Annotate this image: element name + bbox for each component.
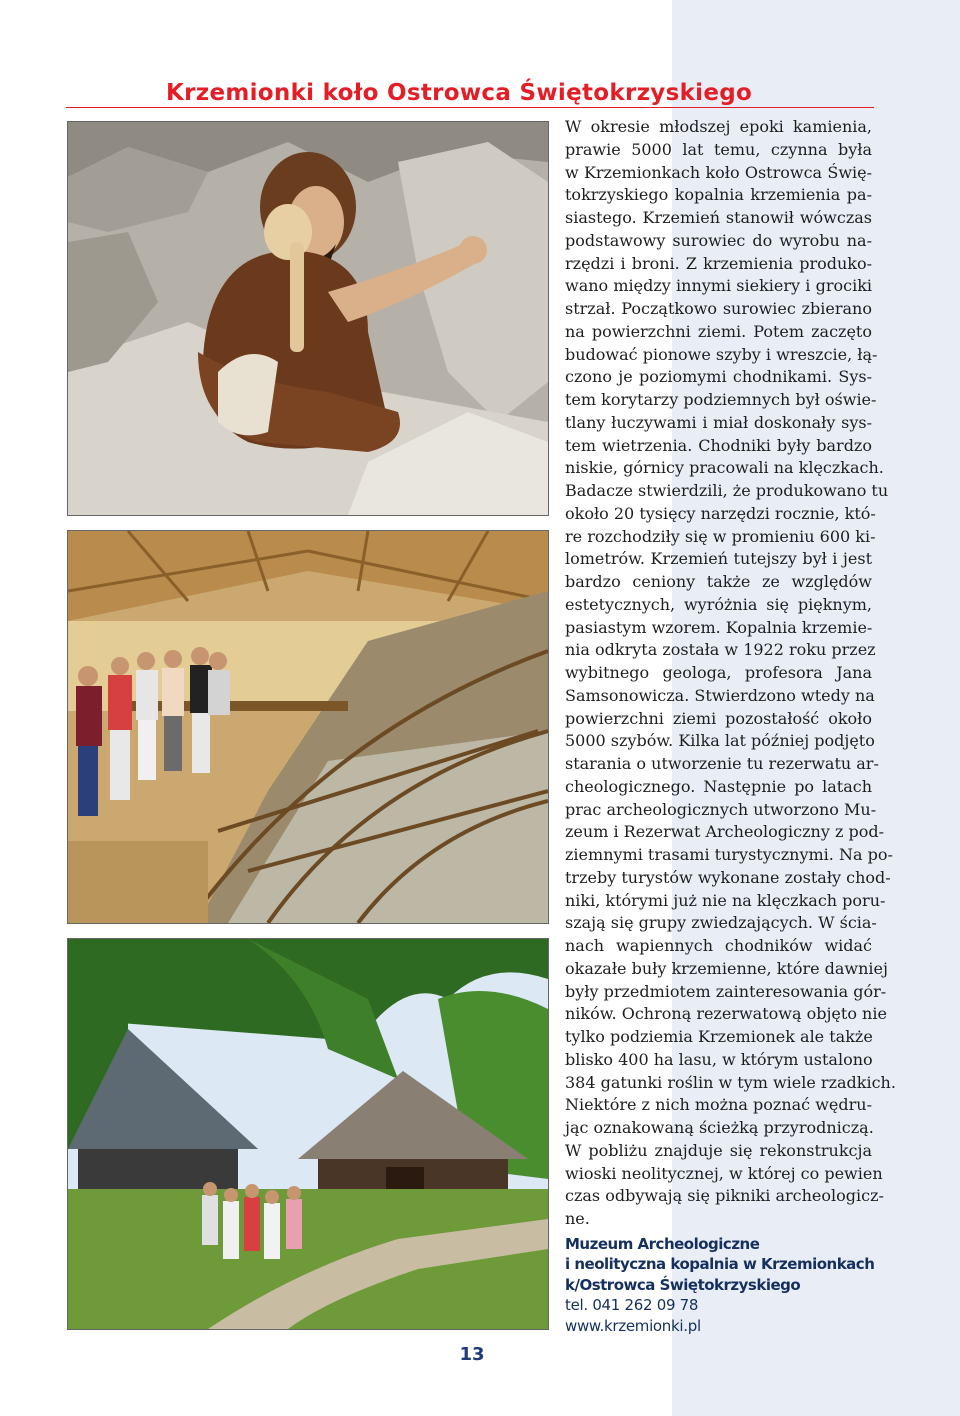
photo-pavilion-visitors (67, 530, 549, 924)
body-line: nia odkryta została w 1922 roku przez (565, 640, 876, 660)
contact-museum-name-2: i neolityczna kopalnia w Krzemionkach (565, 1255, 875, 1274)
body-line: strzał. Początkowo surowiec zbierano (565, 299, 872, 318)
body-line: Badacze stwierdzili, że produkowano tu (565, 481, 889, 500)
body-line: 5000 szybów. Kilka lat później podjęto (565, 731, 875, 751)
body-line: estetycznych, wyróżnia się pięknym, (565, 594, 872, 614)
body-line: pasiastym wzorem. Kopalnia krzemie- (565, 617, 873, 637)
body-line: niskie, górnicy pracowali na klęczkach. (565, 458, 884, 478)
body-line: jąc oznakowaną ścieżką przyrodniczą. (565, 1118, 874, 1137)
photo-village-buildings (67, 938, 549, 1330)
body-line: tokrzyskiego kopalnia krzemienia pa- (565, 185, 872, 205)
contact-phone: tel. 041 262 09 78 (565, 1296, 699, 1315)
body-line: tem korytarzy podziemnych był oświe- (565, 390, 877, 409)
body-line: ne. (565, 1209, 590, 1228)
body-line: tylko podziemia Krzemionek ale także (565, 1027, 873, 1046)
body-line: podstawowy surowiec do wyrobu na- (565, 230, 872, 250)
body-line: w Krzemionkach koło Ostrowca Świę- (565, 162, 872, 182)
body-line: siastego. Krzemień stanowił wówczas (565, 208, 872, 227)
body-line: tem wietrzenia. Chodniki były bardzo (565, 435, 872, 455)
body-line: zeum i Rezerwat Archeologiczny z pod- (565, 822, 885, 842)
contact-block (565, 1234, 875, 1336)
body-line: niki, którymi już nie na klęczkach poru- (565, 890, 886, 910)
title-rule (66, 107, 874, 108)
body-line: cheologicznego. Następnie po latach (565, 776, 872, 796)
body-line: W pobliżu znajduje się rekonstrukcja (565, 1140, 872, 1160)
body-line: wioski neolitycznej, w której co pewien (565, 1163, 883, 1183)
body-line: lometrów. Krzemień tutejszy był i jest (565, 549, 872, 569)
contact-museum-name: Muzeum Archeologiczne (565, 1235, 760, 1253)
contact-location: k/Ostrowca Świętokrzyskiego (565, 1275, 801, 1294)
body-line: rzędzi i broni. Z krzemienia produko- (565, 253, 872, 273)
article-body (565, 116, 896, 1231)
body-line: tlany łuczywami i miał doskonały sys- (565, 412, 872, 432)
page-title: Krzemionki koło Ostrowca Świętokrzyskiego (166, 80, 753, 106)
body-line: budować pionowe szyby i wreszcie, łą- (565, 344, 878, 364)
body-line: Samsonowicza. Stwierdzono wtedy na (565, 685, 875, 705)
body-line: bardzo ceniony także ze względów (565, 572, 872, 591)
page-number: 13 (459, 1344, 485, 1365)
body-line: prawie 5000 lat temu, czynna była (565, 139, 872, 159)
body-line: trzeby turystów wykonane zostały chod- (565, 867, 891, 887)
body-line: czas odbywają się pikniki archeologicz- (565, 1186, 884, 1206)
body-line: około 20 tysięcy narzędzi rocznie, któ- (565, 503, 876, 523)
body-line: były przedmiotem zainteresowania gór- (565, 981, 887, 1001)
body-line: wybitnego geologa, profesora Jana (565, 663, 872, 682)
body-line: szają się grupy zwiedzających. W ścia- (565, 913, 877, 933)
body-line: starania o utworzenie tu rezerwatu ar- (565, 754, 879, 773)
body-line: 384 gatunki roślin w tym wiele rzadkich. (565, 1072, 896, 1092)
body-line: ziemnymi trasami turystycznymi. Na po- (565, 845, 893, 864)
body-line: okazałe buły krzemienne, które dawniej (565, 958, 888, 978)
body-line: powierzchni ziemi pozostałość około (565, 708, 872, 728)
body-line: ników. Ochroną rezerwatową objęto nie (565, 1004, 887, 1024)
body-line: W okresie młodszej epoki kamienia, (565, 117, 872, 136)
photo-miner-figure (67, 121, 549, 516)
body-line: wano między innymi siekiery i grociki (565, 276, 872, 296)
body-line: prac archeologicznych utworzono Mu- (565, 799, 877, 819)
body-line: Niektóre z nich można poznać wędru- (565, 1095, 872, 1115)
body-line: re rozchodziły się w promieniu 600 ki- (565, 526, 876, 546)
body-line: na powierzchni ziemi. Potem zaczęto (565, 321, 872, 341)
contact-website-link[interactable]: www.krzemionki.pl (565, 1316, 701, 1335)
body-line: czono je poziomymi chodnikami. Sys- (565, 367, 872, 387)
body-line: nach wapiennych chodników widać (565, 936, 872, 955)
body-line: blisko 400 ha lasu, w którym ustalono (565, 1049, 873, 1069)
